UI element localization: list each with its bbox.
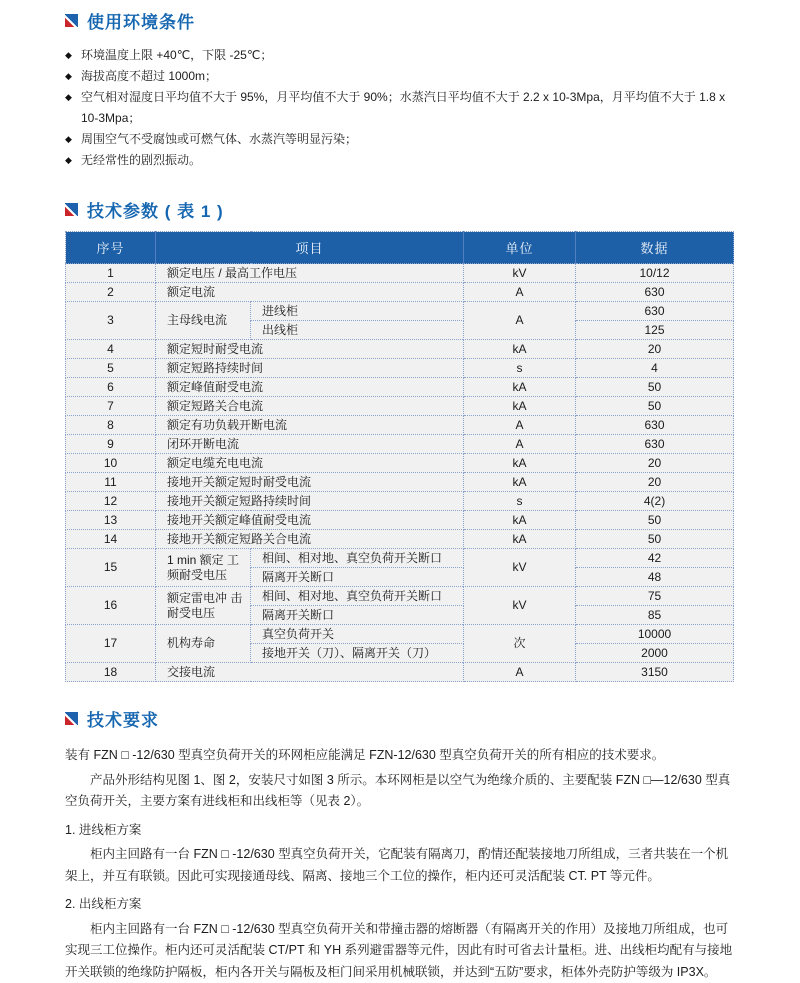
cell-subitem: 相间、相对地、真空负荷开关断口: [251, 587, 464, 606]
cell-no: 11: [66, 473, 156, 492]
cell-value: 50: [576, 530, 734, 549]
cell-item: 接地开关额定短路持续时间: [156, 492, 464, 511]
table-row: [66, 378, 734, 397]
cell-unit: A: [464, 283, 576, 302]
table-row-split: [66, 549, 734, 568]
cell-subitem: 隔离开关断口: [251, 606, 464, 625]
cell-subitem: 真空负荷开关: [251, 625, 464, 644]
cell-value: 50: [576, 511, 734, 530]
cell-item: 接地开关额定短时耐受电流: [156, 473, 464, 492]
cell-unit: kA: [464, 511, 576, 530]
section-title-text: 技术要求: [87, 706, 159, 731]
cell-item: 接地开关额定短路关合电流: [156, 530, 464, 549]
cell-subitem: 相间、相对地、真空负荷开关断口: [251, 549, 464, 568]
cell-value: 630: [576, 435, 734, 454]
cell-subitem: 出线柜: [251, 321, 464, 340]
cell-item: 交接电流: [156, 663, 464, 682]
cell-no: 17: [66, 625, 156, 663]
cell-unit: kV: [464, 549, 576, 587]
cell-no: 9: [66, 435, 156, 454]
bullet-text: 空气相对湿度日平均值不大于 95%，月平均值不大于 90%；水蒸汽日平均值不大于 2.2 x 10-3Mpa，月平均值不大于 1.8 x 10-3Mpa；: [81, 87, 735, 129]
bullet-item: [65, 150, 735, 171]
cell-value: 20: [576, 473, 734, 492]
cell-item: 额定电流: [156, 283, 464, 302]
cell-unit: kA: [464, 397, 576, 416]
cell-unit: kA: [464, 530, 576, 549]
cell-no: 1: [66, 264, 156, 283]
cell-no: 3: [66, 302, 156, 340]
cell-value: 75: [576, 587, 734, 606]
table-row-split: [66, 625, 734, 644]
cell-item: 闭环开断电流: [156, 435, 464, 454]
cell-unit: kV: [464, 587, 576, 625]
cell-value: 4(2): [576, 492, 734, 511]
cell-no: 18: [66, 663, 156, 682]
table-row: [66, 340, 734, 359]
cell-unit: A: [464, 663, 576, 682]
paragraph: 柜内主回路有一台 FZN □ -12/630 型真空负荷开关和带撞击器的熔断器（有隔离开关的作用）及接地刀所组成，也可实现三工位操作。柜内还可灵活配装 CT/PT 和 YH 系列避雷器等元件，因此有时可省去计量柜。进、出线柜均配有与接地开关联锁的绝缘防护隔板，柜内各开关与隔板及柜门间采用机械联锁，并达到“五防”要求，柜体外壳防护等级为 IP3X。: [65, 919, 735, 983]
cell-value: 630: [576, 416, 734, 435]
env-bullet-list: [65, 45, 735, 171]
table-row: [66, 663, 734, 682]
cell-item: 额定电缆充电电流: [156, 454, 464, 473]
cell-no: 10: [66, 454, 156, 473]
col-header-value: 数据: [576, 232, 734, 264]
requirements-body: [65, 745, 735, 983]
cell-unit: kA: [464, 340, 576, 359]
diamond-bullet-icon: ◆: [65, 66, 81, 87]
cell-item: 额定短时耐受电流: [156, 340, 464, 359]
cell-value: 10000: [576, 625, 734, 644]
cell-value: 48: [576, 568, 734, 587]
table-row: [66, 492, 734, 511]
cell-unit: 次: [464, 625, 576, 663]
table-row: [66, 359, 734, 378]
cell-item: 额定峰值耐受电流: [156, 378, 464, 397]
cell-item: 额定电压 / 最高工作电压: [156, 264, 464, 283]
cell-unit: kA: [464, 378, 576, 397]
section-marker-icon: [65, 14, 78, 27]
cell-no: 16: [66, 587, 156, 625]
table-row: [66, 473, 734, 492]
cell-no: 15: [66, 549, 156, 587]
cell-value: 125: [576, 321, 734, 340]
cell-no: 8: [66, 416, 156, 435]
cell-value: 630: [576, 302, 734, 321]
table-row-split: [66, 302, 734, 321]
cell-no: 12: [66, 492, 156, 511]
cell-value: 3150: [576, 663, 734, 682]
table-row: [66, 397, 734, 416]
cell-item-label: 额定雷电冲 击耐受电压: [156, 587, 251, 625]
cell-unit: kV: [464, 264, 576, 283]
parameters-table-wrap: [65, 231, 735, 682]
cell-item-label: 机构寿命: [156, 625, 251, 663]
cell-value: 85: [576, 606, 734, 625]
cell-value: 20: [576, 340, 734, 359]
cell-subitem: 隔离开关断口: [251, 568, 464, 587]
bullet-item: [65, 45, 735, 66]
cell-item: 接地开关额定峰值耐受电流: [156, 511, 464, 530]
bullet-text: 周围空气不受腐蚀或可燃气体、水蒸汽等明显污染；: [81, 129, 357, 150]
bullet-text: 环境温度上限 +40℃，下限 -25℃；: [81, 45, 272, 66]
table-row: [66, 530, 734, 549]
table-header-row: [66, 232, 734, 264]
cell-item: 额定短路持续时间: [156, 359, 464, 378]
bullet-text: 海拔高度不超过 1000m；: [81, 66, 217, 87]
cell-value: 2000: [576, 644, 734, 663]
cell-no: 5: [66, 359, 156, 378]
cell-unit: A: [464, 302, 576, 340]
cell-value: 42: [576, 549, 734, 568]
table-row: [66, 435, 734, 454]
cell-value: 50: [576, 378, 734, 397]
table-row: [66, 454, 734, 473]
cell-unit: kA: [464, 473, 576, 492]
cell-value: 630: [576, 283, 734, 302]
cell-item: 额定短路关合电流: [156, 397, 464, 416]
table-row: [66, 283, 734, 302]
cell-no: 7: [66, 397, 156, 416]
diamond-bullet-icon: ◆: [65, 45, 81, 66]
cell-unit: s: [464, 492, 576, 511]
table-row: [66, 511, 734, 530]
cell-unit: A: [464, 416, 576, 435]
cell-unit: kA: [464, 454, 576, 473]
section-req-title: [65, 706, 735, 731]
bullet-item: [65, 129, 735, 150]
cell-item-label: 1 min 额定 工频耐受电压: [156, 549, 251, 587]
cell-value: 10/12: [576, 264, 734, 283]
technical-parameters-table: [65, 231, 734, 682]
cell-no: 4: [66, 340, 156, 359]
paragraph: 装有 FZN □ -12/630 型真空负荷开关的环网柜应能满足 FZN-12/630 型真空负荷开关的所有相应的技术要求。: [65, 745, 735, 767]
col-header-unit: 单位: [464, 232, 576, 264]
col-header-no: 序号: [66, 232, 156, 264]
section-title-text: 使用环境条件: [87, 8, 195, 33]
cell-unit: s: [464, 359, 576, 378]
list-heading: 2. 出线柜方案: [65, 894, 735, 916]
bullet-item: [65, 66, 735, 87]
section-marker-icon: [65, 712, 78, 725]
list-heading: 1. 进线柜方案: [65, 820, 735, 842]
cell-no: 14: [66, 530, 156, 549]
cell-subitem: 进线柜: [251, 302, 464, 321]
paragraph: 产品外形结构见图 1、图 2，安装尺寸如图 3 所示。本环网柜是以空气为绝缘介质的、主要配装 FZN □—12/630 型真空负荷开关，主要方案有进线柜和出线柜等（见表 2）。: [65, 770, 735, 813]
paragraph: 柜内主回路有一台 FZN □ -12/630 型真空负荷开关，它配装有隔离刀，酌情还配装接地刀所组成，三者共装在一个机架上，并互有联锁。因此可实现接通母线、隔离、接地三个工位的操作，柜内还可灵活配装 CT. PT 等元件。: [65, 844, 735, 887]
cell-item: 额定有功负载开断电流: [156, 416, 464, 435]
diamond-bullet-icon: ◆: [65, 87, 81, 129]
diamond-bullet-icon: ◆: [65, 129, 81, 150]
table-row: [66, 416, 734, 435]
cell-value: 50: [576, 397, 734, 416]
cell-value: 4: [576, 359, 734, 378]
cell-value: 20: [576, 454, 734, 473]
cell-no: 6: [66, 378, 156, 397]
bullet-text: 无经常性的剧烈振动。: [81, 150, 201, 171]
section-marker-icon: [65, 203, 78, 216]
table-row-split: [66, 587, 734, 606]
section-env-title: [65, 8, 735, 33]
bullet-item: [65, 87, 735, 129]
section-params-title: [65, 197, 735, 222]
cell-unit: A: [464, 435, 576, 454]
cell-subitem: 接地开关（刀）、隔离开关（刀）: [251, 644, 464, 663]
col-header-item: 项目: [156, 232, 464, 264]
table-row: [66, 264, 734, 283]
cell-no: 13: [66, 511, 156, 530]
section-title-text: 技术参数 ( 表 1 ): [87, 197, 224, 222]
cell-item-label: 主母线电流: [156, 302, 251, 340]
cell-no: 2: [66, 283, 156, 302]
diamond-bullet-icon: ◆: [65, 150, 81, 171]
